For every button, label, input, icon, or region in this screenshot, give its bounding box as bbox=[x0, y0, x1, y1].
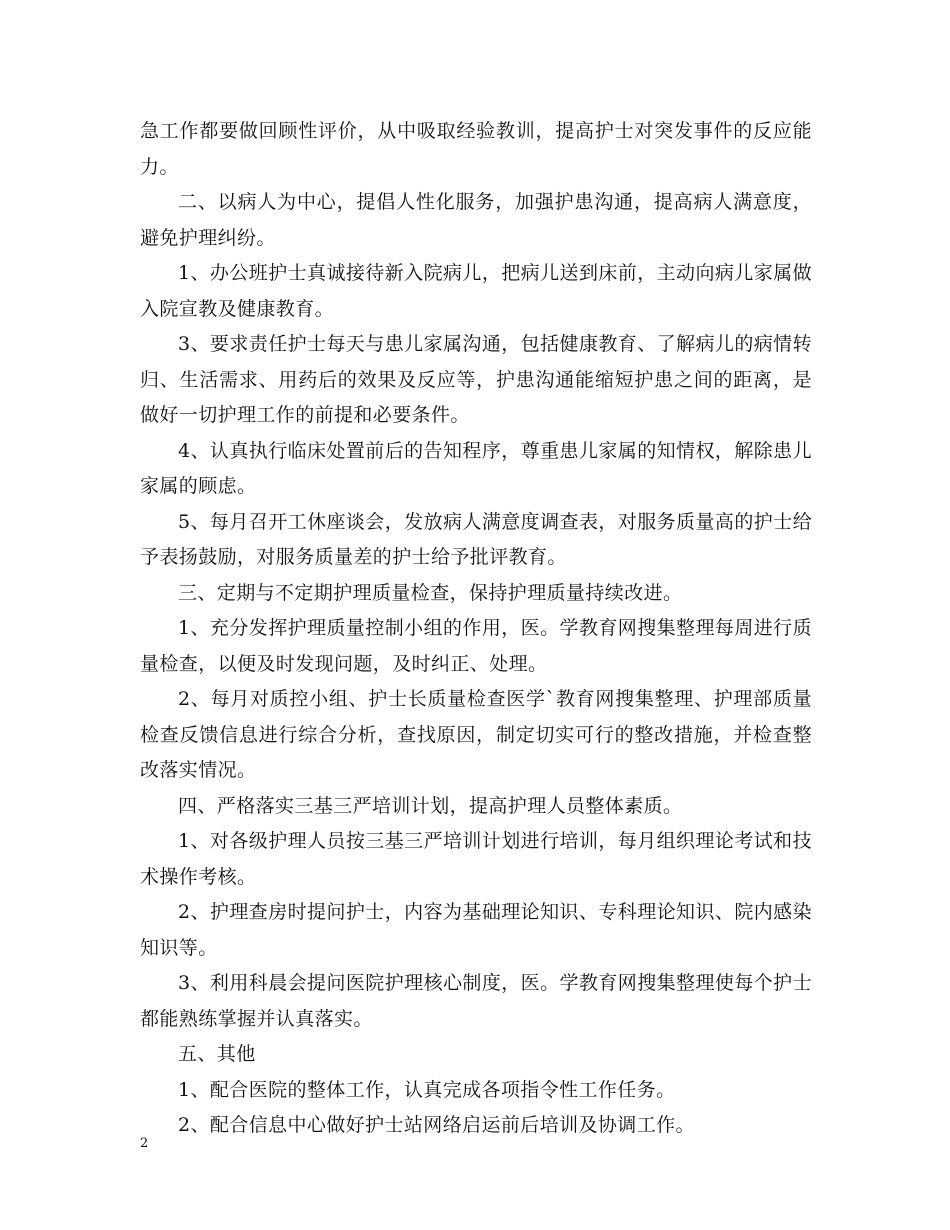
paragraph: 4、认真执行临床处置前后的告知程序，尊重患儿家属的知情权，解除患儿家属的顾虑。 bbox=[140, 439, 812, 497]
paragraph: 3、要求责任护士每天与患儿家属沟通，包括健康教育、了解病儿的病情转归、生活需求、用药后的效果及反应等，护患沟通能缩短护患之间的距离，是做好一切护理工作的前提和必要条件。 bbox=[140, 333, 812, 426]
paragraph: 急工作都要做回顾性评价，从中吸取经验教训，提高护士对突发事件的反应能力。 bbox=[140, 120, 812, 178]
section-heading: 三、定期与不定期护理质量检查，保持护理质量持续改进。 bbox=[178, 581, 683, 604]
paragraph: 二、以病人为中心，提倡人性化服务，加强护患沟通，提高病人满意度，避免护理纠纷。 bbox=[140, 191, 812, 249]
paragraph: 1、办公班护士真诚接待新入院病儿，把病儿送到床前，主动向病儿家属做入院宣教及健康教育。 bbox=[140, 262, 812, 320]
paragraph: 3、利用科晨会提问医院护理核心制度，医。学教育网搜集整理使每个护士都能熟练掌握并认真落实。 bbox=[140, 972, 812, 1030]
paragraph: 1、充分发挥护理质量控制小组的作用，医。学教育网搜集整理每周进行质量检查，以便及时发现问题，及时纠正、处理。 bbox=[140, 617, 812, 675]
paragraph: 2、护理查房时提问护士，内容为基础理论知识、专科理论知识、院内感染知识等。 bbox=[140, 901, 812, 959]
paragraph: 1、配合医院的整体工作，认真完成各项指令性工作任务。 bbox=[178, 1078, 676, 1101]
page-number: 2 bbox=[140, 1136, 149, 1151]
section-heading: 四、严格落实三基三严培训计划，提高护理人员整体素质。 bbox=[178, 794, 683, 817]
paragraph: 2、配合信息中心做好护士站网络启运前后培训及协调工作。 bbox=[178, 1114, 695, 1136]
paragraph: 5、每月召开工休座谈会，发放病人满意度调查表，对服务质量高的护士给予表扬鼓励，对服务质量差的护士给予批评教育。 bbox=[140, 510, 812, 568]
section-heading: 五、其他 bbox=[178, 1043, 256, 1065]
paragraph: 2、每月对质控小组、护士长质量检查医学`教育网搜集整理、护理部质量检查反馈信息进行综合分析，查找原因，制定切实可行的整改措施，并检查整改落实情况。 bbox=[140, 688, 812, 781]
paragraph: 1、对各级护理人员按三基三严培训计划进行培训，每月组织理论考试和技术操作考核。 bbox=[140, 830, 812, 888]
document-body bbox=[140, 114, 812, 1144]
